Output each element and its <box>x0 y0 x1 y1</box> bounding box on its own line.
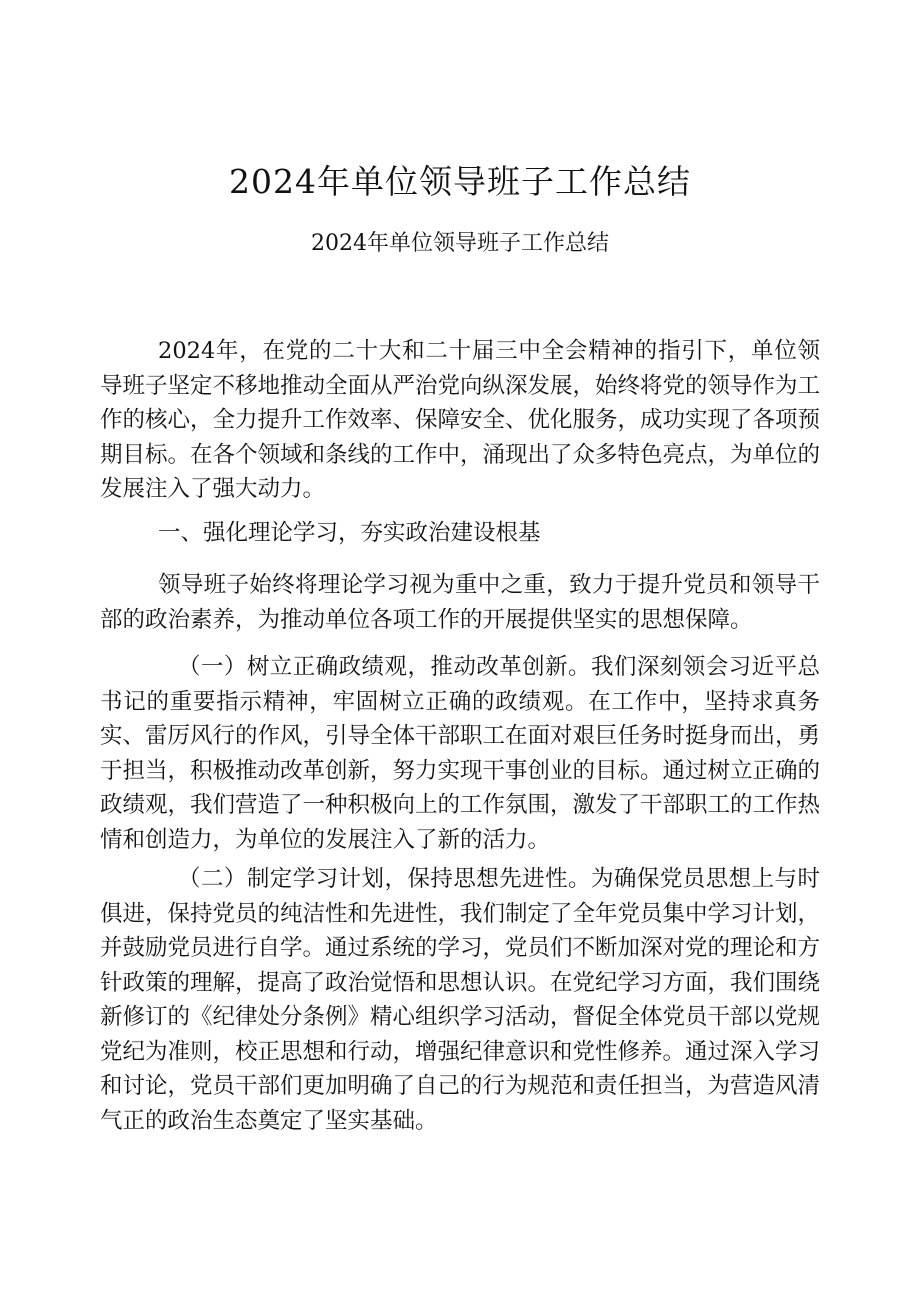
document-subtitle: 2024年单位领导班子工作总结 <box>311 231 609 256</box>
document-title: 2024年单位领导班子工作总结 <box>229 162 691 201</box>
item-two-paragraph: （二）制定学习计划，保持思想先进性。为确保党员思想上与时俱进，保持党员的纯洁性和先进性，我们制定了全年党员集中学习计划，并鼓励党员进行自学。通过系统的学习，党员们不断加深对党的理论和方针政策的理解，提高了政治觉悟和思想认识。在党纪学习方面，我们围绕新修订的《纪律处分条例》精心组织学习活动，督促全体党员干部以党规党纪为准则，校正思想和行动，增强纪律意识和党性修养。通过深入学习和讨论，党员干部们更加明确了自己的行为规范和责任担当，为营造风清气正的政治生态奠定了坚实基础。 <box>100 866 821 1134</box>
item-one-paragraph: （一）树立正确政绩观，推动改革创新。我们深刻领会习近平总书记的重要指示精神，牢固树立正确的政绩观。在工作中，坚持求真务实、雷厉风行的作风，引导全体干部职工在面对艰巨任务时挺身而出，勇于担当，积极推动改革创新，努力实现干事创业的目标。通过树立正确的政绩观，我们营造了一种积极向上的工作氛围，激发了干部职工的工作热情和创造力，为单位的发展注入了新的活力。 <box>100 654 821 853</box>
intro-paragraph: 2024年，在党的二十大和二十届三中全会精神的指引下，单位领导班子坚定不移地推动全面从严治党向纵深发展，始终将党的领导作为工作的核心，全力提升工作效率、保障安全、优化服务，成功实现了各项预期目标。在各个领域和条线的工作中，涌现出了众多特色亮点，为单位的发展注入了强大动力。 <box>100 338 821 502</box>
section-intro-paragraph: 领导班子始终将理论学习视为重中之重，致力于提升党员和领导干部的政治素养，为推动单位各项工作的开展提供坚实的思想保障。 <box>100 572 820 633</box>
section-heading: 一、强化理论学习，夯实政治建设根基 <box>158 520 541 546</box>
